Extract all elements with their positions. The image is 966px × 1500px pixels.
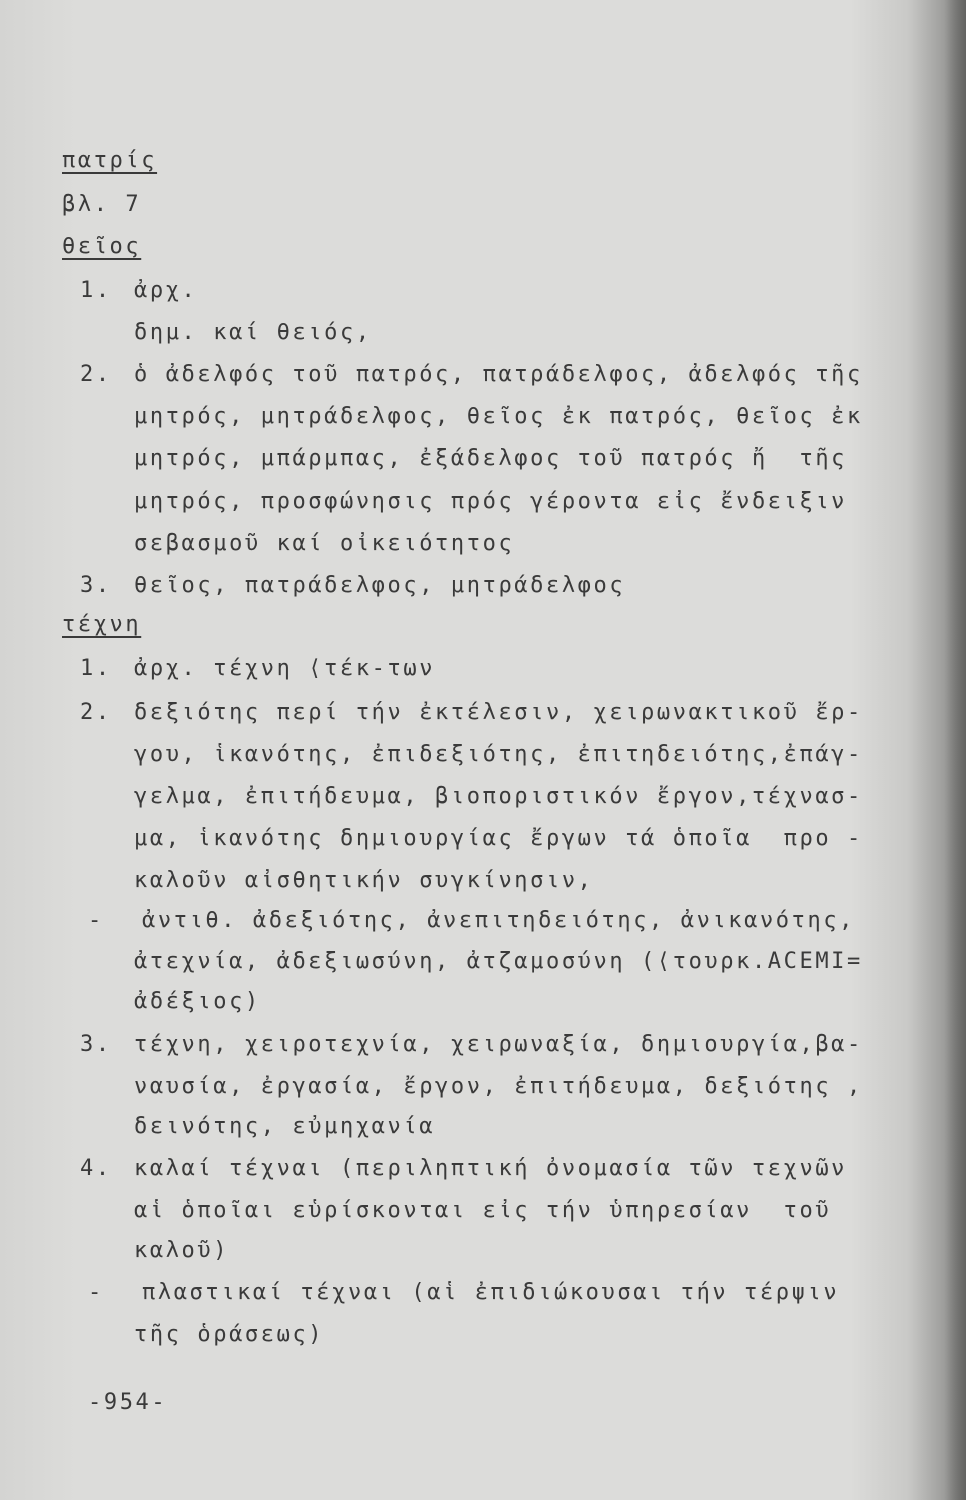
sense-number: 2. <box>80 362 112 387</box>
headword-patris: πατρίς <box>62 148 158 173</box>
sense-text: ἀρχ. <box>134 278 198 303</box>
sense-text: δημ. καί θειός, <box>134 320 372 345</box>
headword-theios: θεῖος <box>62 234 142 259</box>
sense-number: 1. <box>80 278 112 303</box>
dash-marker: - <box>88 1280 104 1305</box>
cross-reference: βλ. 7 <box>62 192 142 217</box>
sense-text: ἀρχ. τέχνη ⟨τέκ-των <box>134 656 436 681</box>
sense-text: ὁ ἀδελφός τοῦ πατρός, πατράδελφος, ἀδελφός τῆς <box>134 362 863 387</box>
dash-marker: - <box>88 908 104 933</box>
techni-sense-1 <box>80 654 435 684</box>
theios-sense-1 <box>80 276 197 306</box>
sense-text: γου, ἱκανότης, ἐπιδεξιότης, ἐπιτηδειότης,ἐπάγ- <box>134 742 863 767</box>
techni-sense-4 <box>80 1154 847 1184</box>
sense-text: αἱ ὁποῖαι εὑρίσκονται εἰς τήν ὑπηρεσίαν τοῦ <box>134 1198 832 1223</box>
sense-text: καλοῦν αἰσθητικήν συγκίνησιν, <box>134 868 594 893</box>
sense-number: 4. <box>80 1156 112 1181</box>
page-number: -954- <box>88 1390 168 1415</box>
sense-text: γελμα, ἐπιτήδευμα, βιοποριστικόν ἔργον,τέχνασ- <box>134 784 863 809</box>
sense-text: μητρός, προσφώνησις πρός γέροντα εἰς ἔνδειξιν <box>134 489 848 514</box>
sense-text: ἀντιθ. ἀδεξιότης, ἀνεπιτηδειότης, ἀνικανότης, <box>142 908 856 933</box>
sense-text: τέχνη, χειροτεχνία, χειρωναξία, δημιουργία,βα- <box>134 1032 863 1057</box>
techni-antonyms <box>88 906 855 936</box>
sense-text: καλαί τέχναι (περιληπτική ὀνομασία τῶν τεχνῶν <box>134 1156 848 1181</box>
sense-text: ναυσία, ἐργασία, ἔργον, ἐπιτήδευμα, δεξιότης , <box>134 1074 863 1099</box>
techni-plastic-arts <box>88 1278 839 1308</box>
sense-text: μητρός, μητράδελφος, θεῖος ἐκ πατρός, θεῖος ἐκ <box>134 404 863 429</box>
sense-text: σεβασμοῦ καί οἰκειότητος <box>134 531 515 556</box>
sense-number: 3. <box>80 573 112 598</box>
sense-text: ἀτεχνία, ἀδεξιωσύνη, ἀτζαμοσύνη (⟨τουρκ.ACEMI= <box>134 949 863 974</box>
sense-text: δεινότης, εὐμηχανία <box>134 1114 436 1139</box>
theios-sense-3 <box>80 571 625 601</box>
theios-sense-2 <box>80 360 863 390</box>
sense-text: μα, ἱκανότης δημιουργίας ἔργων τά ὁποῖα προ - <box>134 826 863 851</box>
techni-sense-3 <box>80 1030 863 1060</box>
sense-text: θεῖος, πατράδελφος, μητράδελφος <box>134 573 626 598</box>
sense-text: ἀδέξιος) <box>134 989 261 1014</box>
sense-text: δεξιότης περί τήν ἐκτέλεσιν, χειρωνακτικοῦ ἔρ- <box>134 700 863 725</box>
sense-number: 1. <box>80 656 112 681</box>
sense-text: πλαστικαί τέχναι (αἱ ἐπιδιώκουσαι τήν τέρψιν <box>142 1280 840 1305</box>
page-edge-shadow <box>944 0 966 1500</box>
sense-text: τῆς ὁράσεως) <box>134 1322 325 1347</box>
sense-number: 2. <box>80 700 112 725</box>
sense-number: 3. <box>80 1032 112 1057</box>
headword-techni: τέχνη <box>62 612 142 637</box>
sense-text: καλοῦ) <box>134 1238 230 1263</box>
sense-text: μητρός, μπάρμπας, ἐξάδελφος τοῦ πατρός ἤ τῆς <box>134 446 848 471</box>
techni-sense-2 <box>80 698 863 728</box>
